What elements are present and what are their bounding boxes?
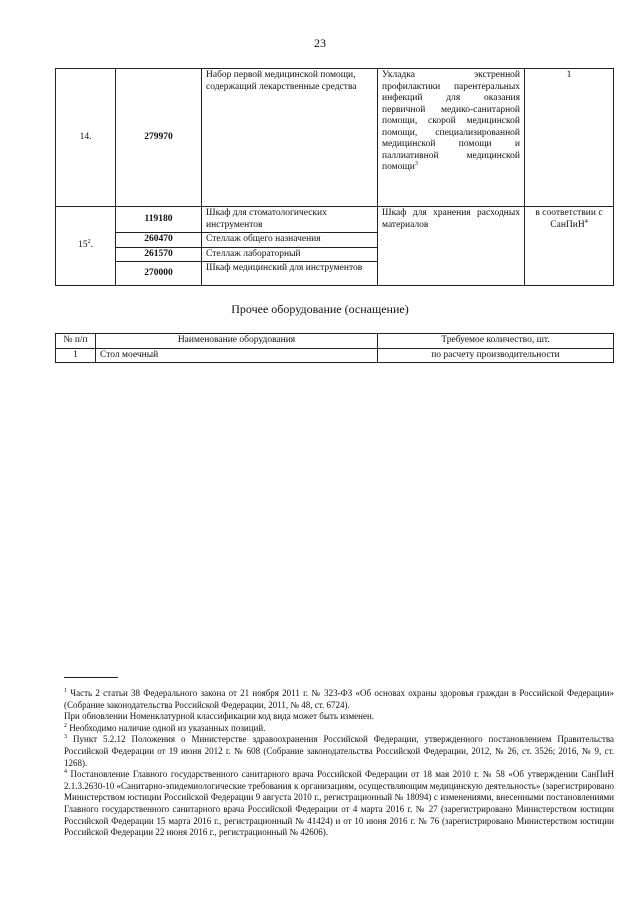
equipment-quantity: в соответствии с СанПиН$^4$ bbox=[525, 207, 614, 286]
footnotes bbox=[64, 688, 614, 839]
table-row bbox=[56, 207, 614, 233]
type-code: 270000 bbox=[116, 262, 202, 286]
equipment-quantity: по расчету производительности bbox=[378, 348, 614, 363]
equipment-name: Шкаф для стоматологических инструментов bbox=[202, 207, 378, 233]
page-number: 23 bbox=[314, 36, 326, 50]
row-number: 14. bbox=[56, 69, 116, 207]
section-title: Прочее оборудование (оснащение) bbox=[231, 302, 409, 316]
row-number: 1 bbox=[56, 348, 96, 363]
type-code: 119180 bbox=[116, 207, 202, 233]
footnote-3: $^3$ Пункт 5.2.12 Положения о Министерстве здравоохранения Российской Федерации, утвержденного постановлением Правительства Российской Федерации от 19 июня 2012 г. № 608 (Собрание законодательства Российской Федерации, 2012, № 26, ст. 3526; 2016, № 9, ст. 1268). bbox=[64, 734, 615, 768]
footnote-4: $^4$ Постановление Главного государственного санитарного врача Российской Федерации от 18 мая 2010 г. № 58 «Об утверждении СанПиН 2.1.3.2630-10 «Санитарно-эпидемиологические требования к организациям, осуществляющим медицинскую деятельность» (зарегистрировано Министерством юстиции Российской Федерации 9 августа 2010 г., регистрационный № 18094) с изменениями, внесенными постановлениями Главного государственного санитарного врача Российской Федерации от 4 марта 2016 г. № 27 (зарегистрировано Министерством юстиции Российской Федерации 15 марта 2016 г., регистрационный № 41424) и от 10 июня 2016 г. № 76 (зарегистрировано Министерством юстиции Российской Федерации 22 июня 2016 г., регистрационный № 42606). bbox=[64, 769, 615, 838]
equipment-name: Стол моечный bbox=[96, 348, 378, 363]
footnote-1-note: При обновлении Номенклатурной классификации код вида может быть изменен. bbox=[64, 711, 375, 722]
row-number: $15^2$. bbox=[56, 207, 116, 286]
table-row bbox=[56, 69, 614, 207]
equipment-table bbox=[55, 68, 614, 286]
footnote-1: $^1$ Часть 2 статьи 38 Федерального закона от 21 ноября 2011 г. № 323-ФЗ «Об основах охраны здоровья граждан в Российской Федерации» (Собрание законодательства Российской Федерации, 2011, № 48, ст. 6724). bbox=[64, 688, 614, 710]
table-header-row bbox=[56, 334, 614, 349]
footnote-2: $^2$ Необходимо наличие одной из указанных позиций. bbox=[64, 722, 266, 733]
type-code: 260470 bbox=[116, 233, 202, 248]
header-quantity: Требуемое количество, шт. bbox=[378, 334, 614, 349]
type-code: 279970 bbox=[116, 69, 202, 207]
equipment-purpose: Шкаф для хранения расходных материалов bbox=[378, 207, 525, 286]
equipment-name: Стеллаж лабораторный bbox=[202, 247, 378, 262]
header-number: № п/п bbox=[56, 334, 96, 349]
footnote-divider bbox=[64, 677, 118, 678]
header-name: Наименование оборудования bbox=[96, 334, 378, 349]
other-equipment-table bbox=[55, 333, 614, 363]
equipment-name: Набор первой медицинской помощи, содержащий лекарственные средства bbox=[202, 69, 378, 207]
table-row bbox=[56, 348, 614, 363]
equipment-name: Стеллаж общего назначения bbox=[202, 233, 378, 248]
equipment-quantity: 1 bbox=[525, 69, 614, 207]
equipment-purpose: Укладка экстренной профилактики парентеральных инфекций для оказания первичной медико-санитарной помощи, скорой медицинской помощи, специализированной медицинской помощи и паллиативной медицинской помощи$^3$ bbox=[378, 69, 525, 207]
type-code: 261570 bbox=[116, 247, 202, 262]
equipment-name: Шкаф медицинский для инструментов bbox=[202, 262, 378, 286]
